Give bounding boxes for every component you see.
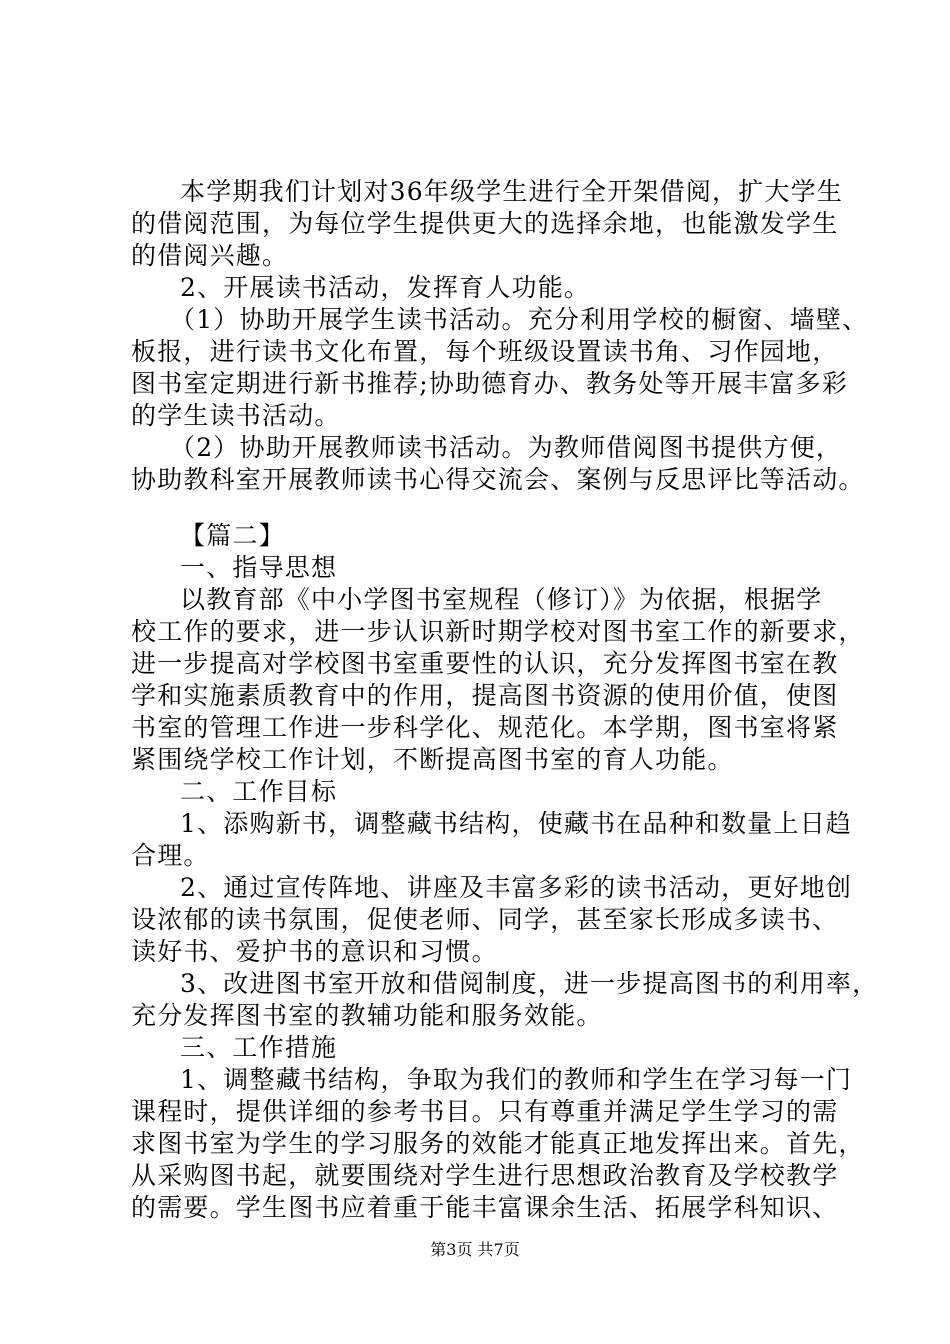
paragraph-line: 的学生读书活动。 — [131, 401, 341, 430]
paragraph-line: 充分发挥图书室的教辅功能和服务效能。 — [131, 1001, 603, 1030]
paragraph-line: 图书室定期进行新书推荐;协助德育办、教务处等开展丰富多彩 — [131, 369, 849, 398]
paragraph-line: 的需要。学生图书应着重于能丰富课余生活、拓展学科知识、 — [131, 1193, 839, 1222]
paragraph-line: 3、改进图书室开放和借阅制度，进一步提高图书的利用率， — [180, 969, 879, 998]
paragraph-line: 的借阅兴趣。 — [131, 241, 289, 270]
paragraph-line: 进一步提高对学校图书室重要性的认识，充分发挥图书室在教 — [131, 649, 839, 678]
paragraph-line: 课程时，提供详细的参考书目。只有尊重并满足学生学习的需 — [131, 1097, 839, 1126]
subsection-heading: 二、工作目标 — [180, 777, 338, 806]
paragraph-line: 求图书室为学生的学习服务的效能才能真正地发挥出来。首先， — [131, 1129, 865, 1158]
paragraph-line: 1、调整藏书结构，争取为我们的教师和学生在学习每一门 — [180, 1065, 853, 1094]
paragraph-line: （2）协助开展教师读书活动。为教师借阅图书提供方便， — [170, 433, 843, 462]
paragraph-line: 书室的管理工作进一步科学化、规范化。本学期，图书室将紧 — [131, 713, 839, 742]
paragraph-line: 校工作的要求，进一步认识新时期学校对图书室工作的新要求， — [131, 617, 865, 646]
subsection-heading: 三、工作措施 — [180, 1033, 338, 1062]
paragraph-line: 紧围绕学校工作计划，不断提高图书室的育人功能。 — [131, 745, 734, 774]
paragraph-line: 以教育部《中小学图书室规程（修订）》为依据，根据学 — [180, 585, 823, 614]
paragraph-line: 学和实施素质教育中的作用，提高图书资源的使用价值，使图 — [131, 681, 839, 710]
paragraph-line: 读好书、爱护书的意识和习惯。 — [131, 937, 498, 966]
paragraph-line: 协助教科室开展教师读书心得交流会、案例与反思评比等活动。 — [131, 465, 865, 494]
page-footer: 第3页 共7页 — [430, 1240, 520, 1259]
section-heading: 【篇二】 — [180, 521, 285, 550]
paragraph-line: 板报，进行读书文化布置，每个班级设置读书角、习作园地， — [131, 337, 839, 366]
paragraph-line: 从采购图书起，就要围绕对学生进行思想政治教育及学校教学 — [131, 1161, 839, 1190]
paragraph-line: 2、通过宣传阵地、讲座及丰富多彩的读书活动，更好地创 — [180, 873, 853, 902]
paragraph-line: 1、添购新书，调整藏书结构，使藏书在品种和数量上日趋 — [180, 809, 853, 838]
paragraph-line: 2、开展读书活动，发挥育人功能。 — [180, 273, 591, 302]
paragraph-line: 的借阅范围，为每位学生提供更大的选择余地，也能激发学生 — [131, 209, 839, 238]
paragraph-line: 本学期我们计划对36年级学生进行全开架借阅，扩大学生 — [180, 177, 844, 206]
subsection-heading: 一、指导思想 — [180, 553, 338, 582]
paragraph-line: 合理。 — [131, 841, 210, 870]
paragraph-line: 设浓郁的读书氛围，促使老师、同学，甚至家长形成多读书、 — [131, 905, 839, 934]
paragraph-line: （1）协助开展学生读书活动。充分利用学校的橱窗、墙壁、 — [170, 305, 869, 334]
